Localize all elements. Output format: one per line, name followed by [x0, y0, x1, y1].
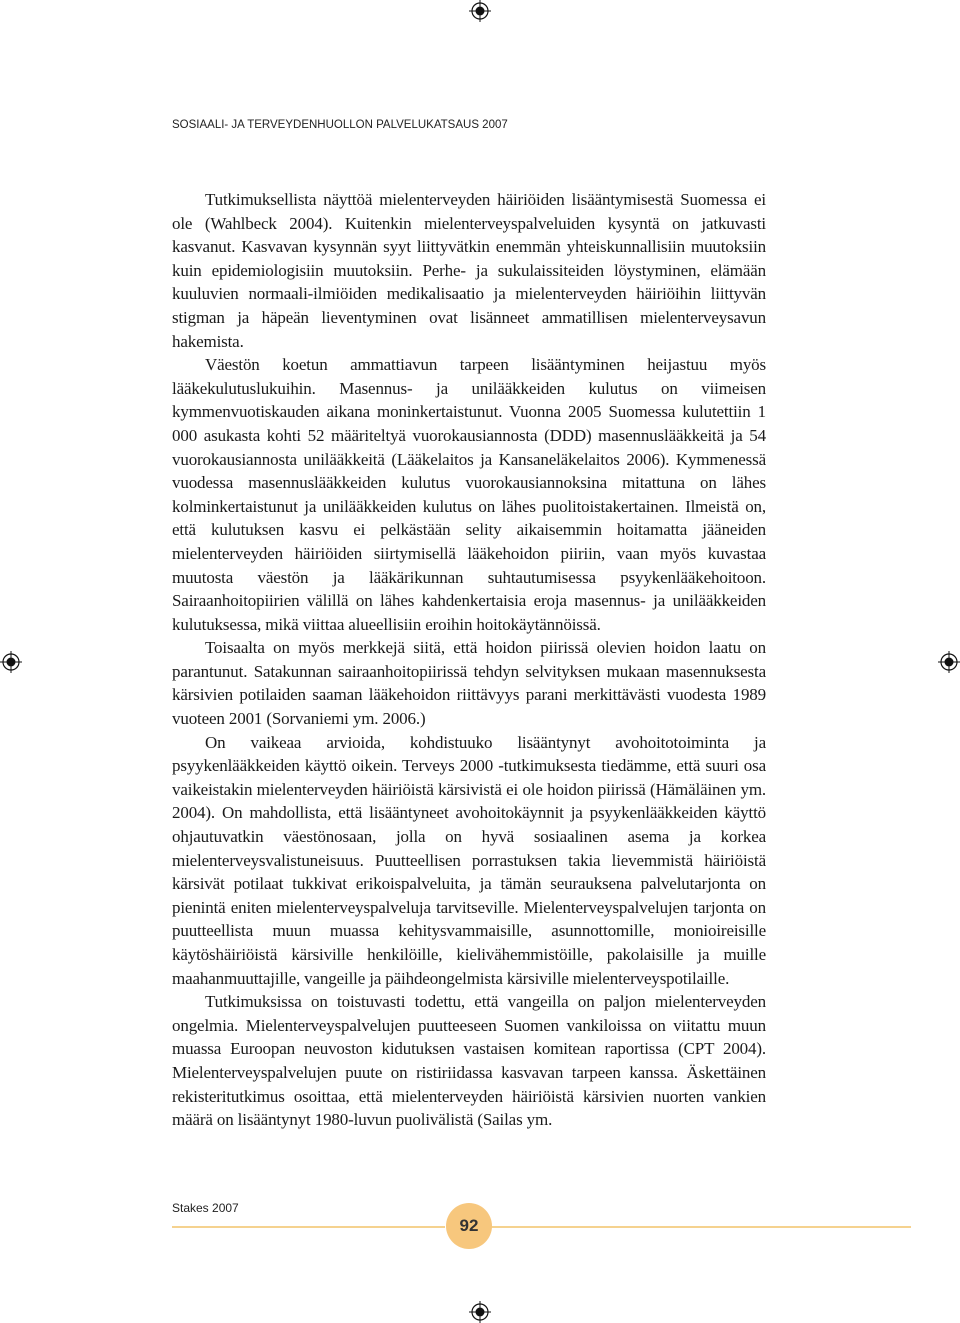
paragraph: On vaikeaa arvioida, kohdistuuko lisääntynyt avohoitotoiminta ja psyykenlääkkeiden käyttö oikein. Terveys 2000 -tutkimuksesta tiedämme, että suuri osa vaikeistakin mielenterveyden häiriöistä kärsivistä ei ole hoidon piirissä (Hämäläinen ym. 2004). On mahdollista, että lisääntyneet avohoitokäynnit ja psyykenlääkkeiden käyttö ohjautuvatkin väestönosaan, jolla on hyvä sosiaalinen asema ja korkea mielenterveysvalistuneisuus. Puutteellisen porrastuksen takia lievemmistä häiriöistä kärsivät potilaat tukkivat erikoispalveluita, ja tämän seurauksena palvelutarjonta on pienintä eniten mielenterveyspalveluja tarvitseville. Mielenterveyspalvelujen tarjonta on puutteellista muun muassa kehitysvammaisille, asunnottomille, monioireisille käytöshäiriöistä kärsiville henkilöille, kielivähemmistöille, pakolaisille ja muille maahanmuuttajille, vangeille ja päihdeongelmista kärsiville mielenterveyspotilaille.	[172, 732, 766, 988]
footer-publisher: Stakes 2007	[172, 1201, 239, 1215]
paragraph: Tutkimuksellista näyttöä mielenterveyden häiriöiden lisääntymisestä Suomessa ei ole (Wahlbeck 2004). Kuitenkin mielenterveyspalveluiden kysyntä on jatkuvasti kasvanut. Kasvavan kysynnän syyt liittyvätkin enemmän yhteiskunnallisiin muutoksiin kuin epidemiologisiin muutoksiin. Perhe- ja sukulaissiteiden löystyminen, elämään kuuluvien normaali-ilmiöiden medikalisaatio ja mielenterveyden häiriöihin liittyvän stigman ja häpeän lieventyminen ovat lisänneet ammatillisen mielenterveysavun hakemista.	[172, 190, 766, 351]
registration-mark-icon	[469, 0, 491, 22]
paragraph: Tutkimuksissa on toistuvasti todettu, että vangeilla on paljon mielenterveyden ongelmia. Mielenterveyspalvelujen puutteeseen Suomen vankiloissa on viitattu muun muassa Euroopan neuvoston kidutuksen vastaisen komitean raportissa (CPT 2004). Mielenterveyspalvelujen puute on ristiriidassa kasvavan tarpeen kanssa. Äskettäinen rekisteritutkimus osoittaa, että mielenterveyden häiriöistä kärsivien nuorten vankien määrä on lisääntynyt 1980-luvun puolivälistä (Sailas ym.	[172, 992, 766, 1130]
footer-rule	[172, 1226, 445, 1228]
registration-mark-icon	[938, 651, 960, 673]
paragraph: Väestön koetun ammattiavun tarpeen lisääntyminen heijastuu myös lääkekulutuslukuihin. Masennus- ja unilääkkeiden kulutus on viimeisen kymmenvuotiskauden aikana moninkertaistunut. Vuonna 2005 Suomessa kulutettiin 1 000 asukasta kohti 52 määriteltyä vuorokausiannosta (DDD) masennuslääkkeitä ja 54 vuorokausiannosta unilääkkeitä (Lääkelaitos ja Kansaneläkelaitos 2006). Kymmenessä vuodessa masennuslääkkeiden kulutus vuorokausiannoksina mitattuna on lähes kolminkertaistunut ja unilääkkeiden kulutus on lähes puolitoistakertainen. Ilmeistä on, että kulutuksen kasvu ei pelkästään selity aikaisemmin hoitamatta jääneiden mielenterveyden häiriöiden siirtymisellä lääkehoidon piiriin, vaan myös kuvastaa muutosta väestön ja lääkärikunnan suhtautumisessa psyykenlääkehoitoon. Sairaanhoitopiirien välillä on lähes kahdenkertaisia eroja masennus- ja unilääkkeiden kulutuksessa, mikä viittaa alueellisiin eroihin hoitokäytännöissä.	[172, 355, 766, 634]
page-number-badge	[446, 1203, 492, 1249]
body-text	[172, 188, 766, 1132]
footer-rule	[491, 1226, 911, 1228]
paragraph: Toisaalta on myös merkkejä siitä, että hoidon piirissä olevien hoidon laatu on parantunut. Satakunnan sairaanhoitopiirissä tehdyn selvityksen mukaan masennuksesta kärsivien potilaiden saaman lääkehoidon riittävyys parani merkittävästi vuodesta 1989 vuoteen 2001 (Sorvaniemi ym. 2006.)	[172, 638, 766, 729]
registration-mark-icon	[0, 651, 22, 673]
page-number: 92	[459, 1216, 479, 1235]
registration-mark-icon	[469, 1301, 491, 1323]
running-header: SOSIAALI- JA TERVEYDENHUOLLON PALVELUKATSAUS 2007	[172, 119, 508, 131]
